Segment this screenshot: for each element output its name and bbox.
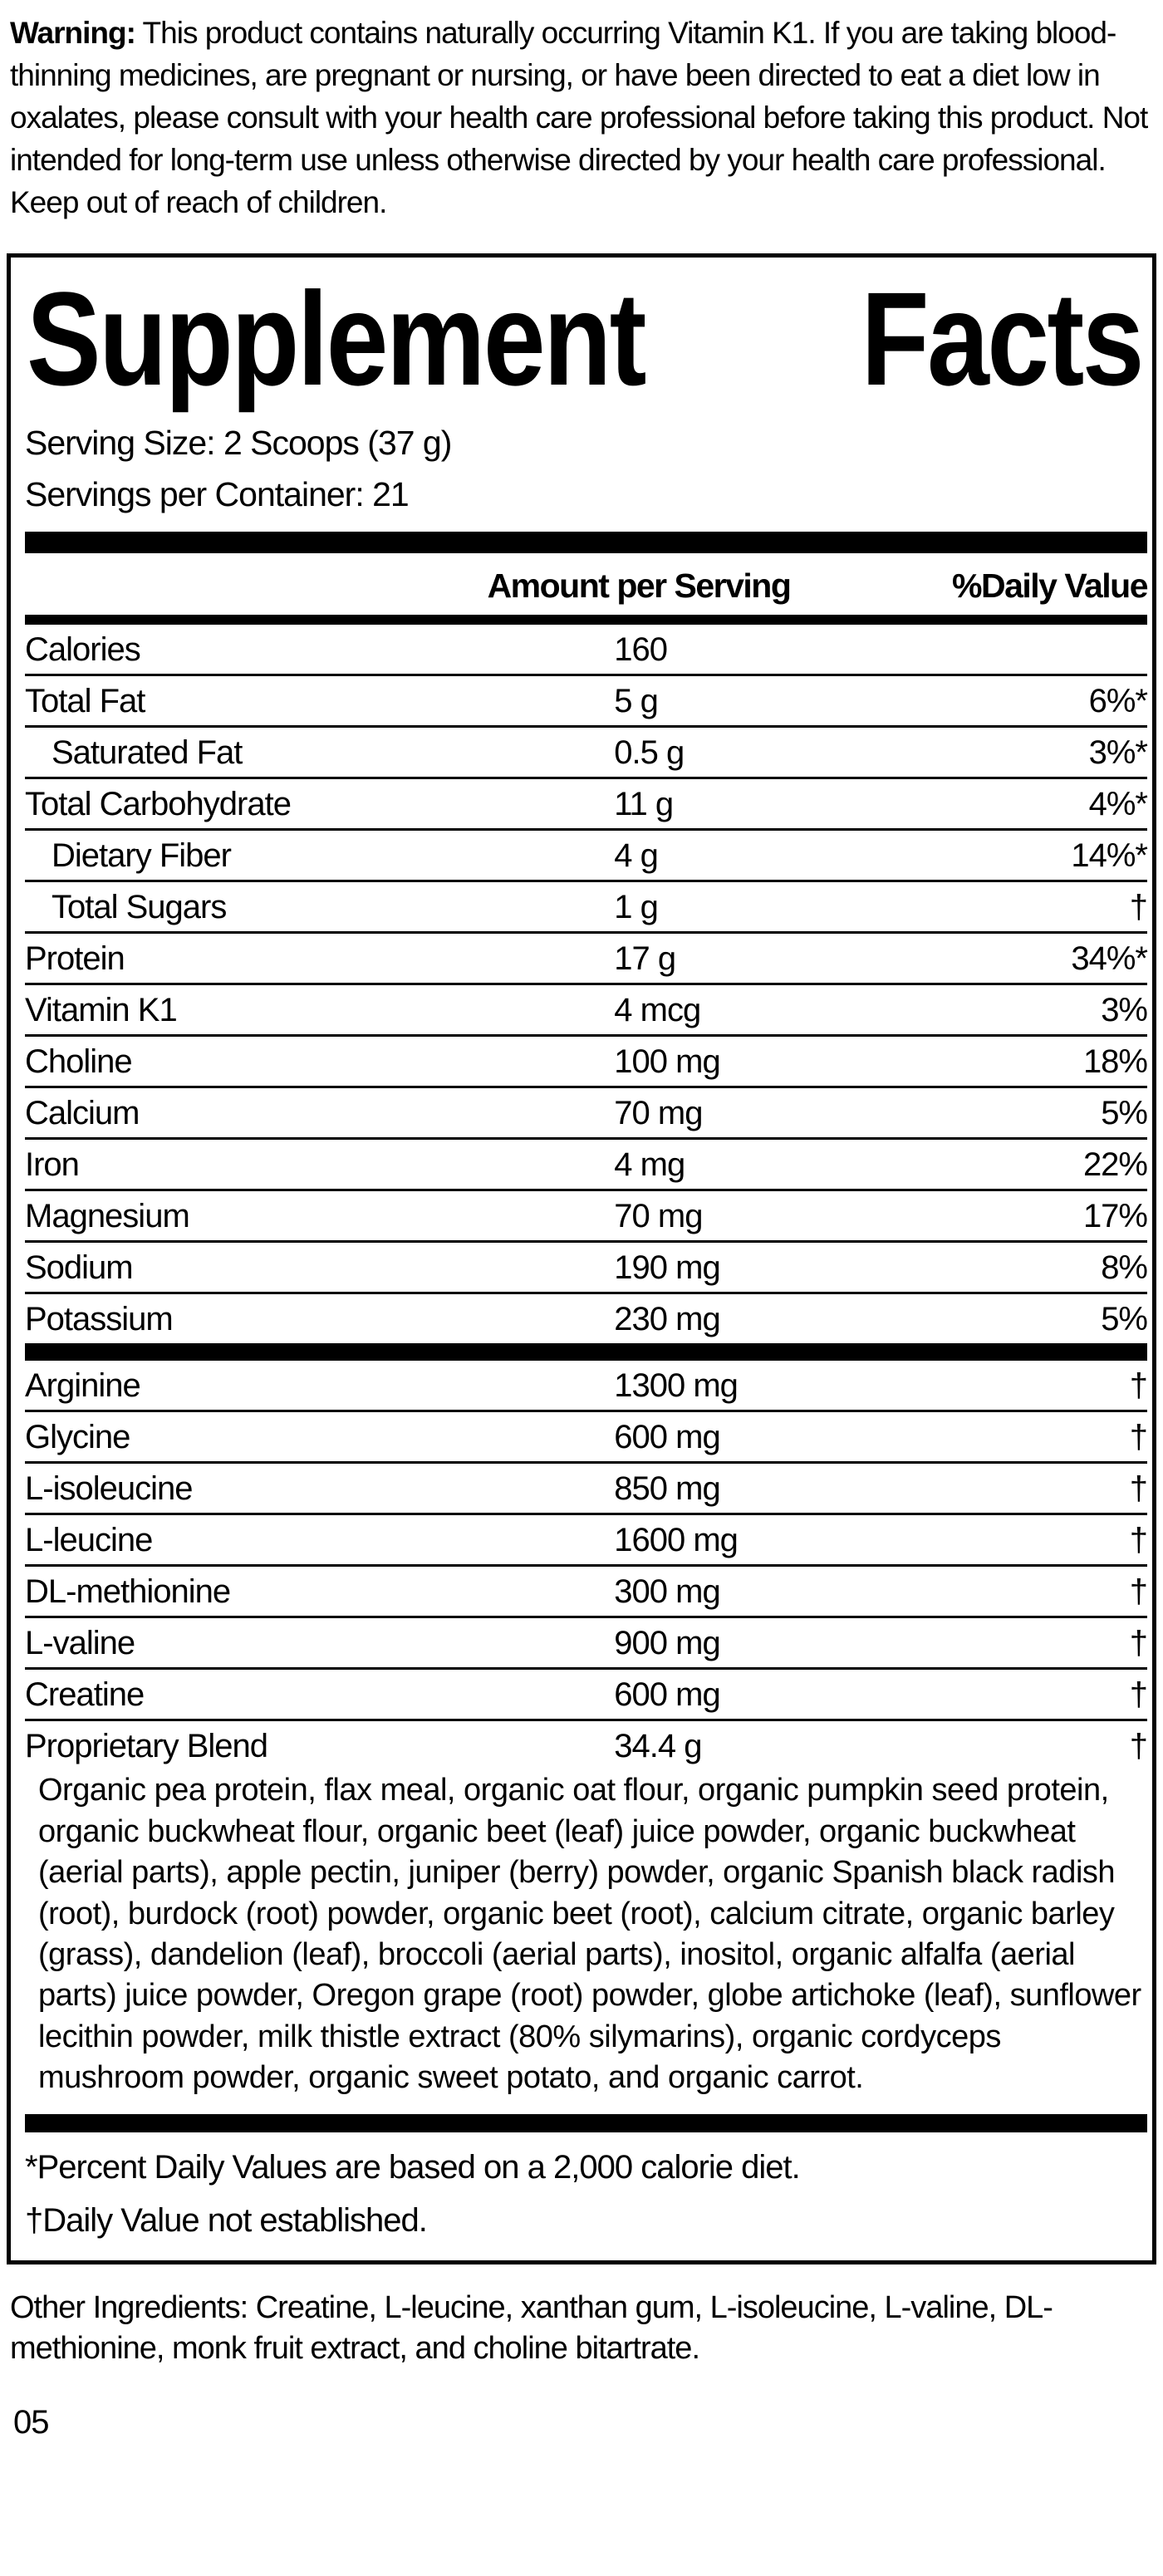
row-label: Arginine [25, 1367, 140, 1405]
row-amount: 70 mg [614, 1095, 703, 1132]
row-label: Total Sugars [52, 889, 227, 926]
table-row [25, 674, 1147, 725]
table-row [25, 1719, 1147, 1770]
other-ingredients: Other Ingredients: Creatine, L-leucine, xanthan gum, L-isoleucine, L-valine, DL-methionine, monk fruit extract, and choline bitartrate. [10, 2289, 1053, 2366]
row-amount: 600 mg [614, 1419, 720, 1456]
serving-size: Serving Size: 2 Scoops (37 g) [25, 424, 452, 463]
table-row [25, 1564, 1147, 1616]
row-amount: 34.4 g [614, 1728, 702, 1765]
row-amount: 4 mg [614, 1146, 685, 1184]
table-row [25, 983, 1147, 1034]
table-row [25, 1513, 1147, 1564]
table-row [25, 1137, 1147, 1189]
row-label: DL-methionine [25, 1573, 231, 1611]
row-amount: 300 mg [614, 1573, 720, 1611]
row-daily-value: 18% [1082, 1043, 1147, 1081]
footnote-dagger: †Daily Value not established. [25, 2201, 427, 2239]
table-row [25, 880, 1147, 931]
row-label: Sodium [25, 1249, 133, 1287]
row-amount: 1600 mg [614, 1522, 738, 1559]
row-daily-value: † [1129, 1573, 1147, 1611]
row-amount: 900 mg [614, 1625, 720, 1662]
row-amount: 160 [614, 631, 668, 669]
row-label: L-valine [25, 1625, 135, 1662]
row-daily-value: † [1129, 889, 1147, 926]
row-amount: 4 mcg [614, 992, 701, 1029]
divider-bar-footnotes [25, 2114, 1147, 2132]
row-daily-value: 22% [1082, 1146, 1147, 1184]
table-row [25, 1240, 1147, 1292]
row-label: Total Carbohydrate [25, 786, 291, 823]
row-amount: 70 mg [614, 1198, 703, 1235]
supplement-facts-panel [7, 253, 1156, 2264]
row-label: Iron [25, 1146, 79, 1184]
table-row [25, 1616, 1147, 1667]
row-amount: 0.5 g [614, 734, 685, 772]
row-label: Calories [25, 631, 140, 669]
row-daily-value: † [1129, 1367, 1147, 1405]
warning-paragraph [10, 12, 1151, 223]
row-daily-value: † [1129, 1728, 1147, 1765]
row-amount: 4 g [614, 837, 658, 875]
row-daily-value: 5% [1101, 1095, 1147, 1132]
warning-text: This product contains naturally occurring Vitamin K1. If you are taking blood-thinning medicines, are pregnant or nursing, or have been directed to eat a diet low in oxalates, please consult with your health care professional before taking this product. Not intended for long-term use unless otherwise directed by your health care professional. Keep out of reach of children. [10, 16, 1148, 220]
row-daily-value: 17% [1082, 1198, 1147, 1235]
table-row [25, 1189, 1147, 1240]
row-amount: 850 mg [614, 1470, 720, 1508]
row-daily-value: 3% [1101, 992, 1147, 1029]
table-row [25, 1086, 1147, 1137]
divider-bar-header [25, 615, 1147, 625]
proprietary-blend-description: Organic pea protein, flax meal, organic oat flour, organic pumpkin seed protein, organic buckwheat flour, organic beet (leaf) juice powder, organic buckwheat (aerial parts), apple pectin, juniper (berry) powder, organic Spanish black radish (root), burdock (root) powder, organic beet (root), calcium citrate, organic barley (grass), dandelion (leaf), broccoli (aerial parts), inositol, organic alfalfa (aerial parts) juice powder, Oregon grape (root) powder, globe artichoke (leaf), sunflower lecithin powder, milk thistle extract (80% silymarins), organic cordyceps mushroom powder, organic sweet potato, and organic carrot. [38, 1773, 1141, 2096]
footnote-daily-value: *Percent Daily Values are based on a 2,000 calorie diet. [25, 2148, 800, 2186]
row-daily-value: † [1129, 1625, 1147, 1662]
row-amount: 190 mg [614, 1249, 720, 1287]
table-row [25, 1361, 1147, 1410]
table-row [25, 1461, 1147, 1513]
row-amount: 600 mg [614, 1676, 720, 1714]
row-daily-value: † [1129, 1522, 1147, 1559]
divider-bar-top [25, 532, 1147, 553]
table-row [25, 828, 1147, 880]
row-label: Magnesium [25, 1198, 189, 1235]
footnotes [25, 2132, 1147, 2260]
row-daily-value: 34%* [1071, 940, 1147, 978]
row-daily-value: † [1129, 1419, 1147, 1456]
row-daily-value: 14%* [1071, 837, 1147, 875]
servings-per-container: Servings per Container: 21 [25, 474, 409, 513]
row-daily-value: † [1129, 1676, 1147, 1714]
serving-info [25, 418, 1147, 520]
table-row [25, 725, 1147, 777]
panel-title-word-facts: Facts [861, 264, 1142, 414]
row-daily-value: † [1129, 1470, 1147, 1508]
nutrient-rows [25, 625, 1147, 1343]
row-daily-value: 3%* [1088, 734, 1147, 772]
table-row [25, 1034, 1147, 1086]
table-row [25, 1667, 1147, 1719]
row-label: Saturated Fat [52, 734, 243, 772]
row-daily-value: 4%* [1088, 786, 1147, 823]
row-amount: 1300 mg [614, 1367, 738, 1405]
amount-per-serving-header: Amount per Serving [487, 567, 791, 606]
daily-value-header: %Daily Value [952, 567, 1147, 606]
row-label: Protein [25, 940, 125, 978]
table-row [25, 777, 1147, 828]
divider-bar-section [25, 1343, 1147, 1361]
row-label: Choline [25, 1043, 132, 1081]
panel-title [25, 258, 1147, 414]
row-amount: 5 g [614, 683, 658, 720]
row-label: Creatine [25, 1676, 145, 1714]
row-daily-value: 6%* [1088, 683, 1147, 720]
row-label: Glycine [25, 1419, 130, 1456]
row-label: Total Fat [25, 683, 145, 720]
panel-title-word-supplement: Supplement [27, 264, 645, 414]
row-label: Potassium [25, 1301, 173, 1338]
row-label: Proprietary Blend [25, 1728, 268, 1765]
row-label: Vitamin K1 [25, 992, 177, 1029]
row-amount: 17 g [614, 940, 676, 978]
column-headers [25, 553, 1147, 615]
row-amount: 11 g [614, 786, 674, 823]
table-row [25, 1410, 1147, 1461]
row-daily-value: 5% [1101, 1301, 1147, 1338]
table-row [25, 1292, 1147, 1343]
row-label: L-leucine [25, 1522, 153, 1559]
row-label: L-isoleucine [25, 1470, 193, 1508]
row-daily-value: 8% [1101, 1249, 1147, 1287]
row-label: Calcium [25, 1095, 140, 1132]
table-row [25, 625, 1147, 674]
table-row [25, 931, 1147, 983]
page-code: 05 [13, 2404, 49, 2441]
row-amount: 1 g [614, 889, 658, 926]
row-amount: 100 mg [614, 1043, 720, 1081]
row-amount: 230 mg [614, 1301, 720, 1338]
warning-lead: Warning: [10, 16, 135, 50]
row-label: Dietary Fiber [52, 837, 231, 875]
amino-acid-rows [25, 1361, 1147, 1770]
